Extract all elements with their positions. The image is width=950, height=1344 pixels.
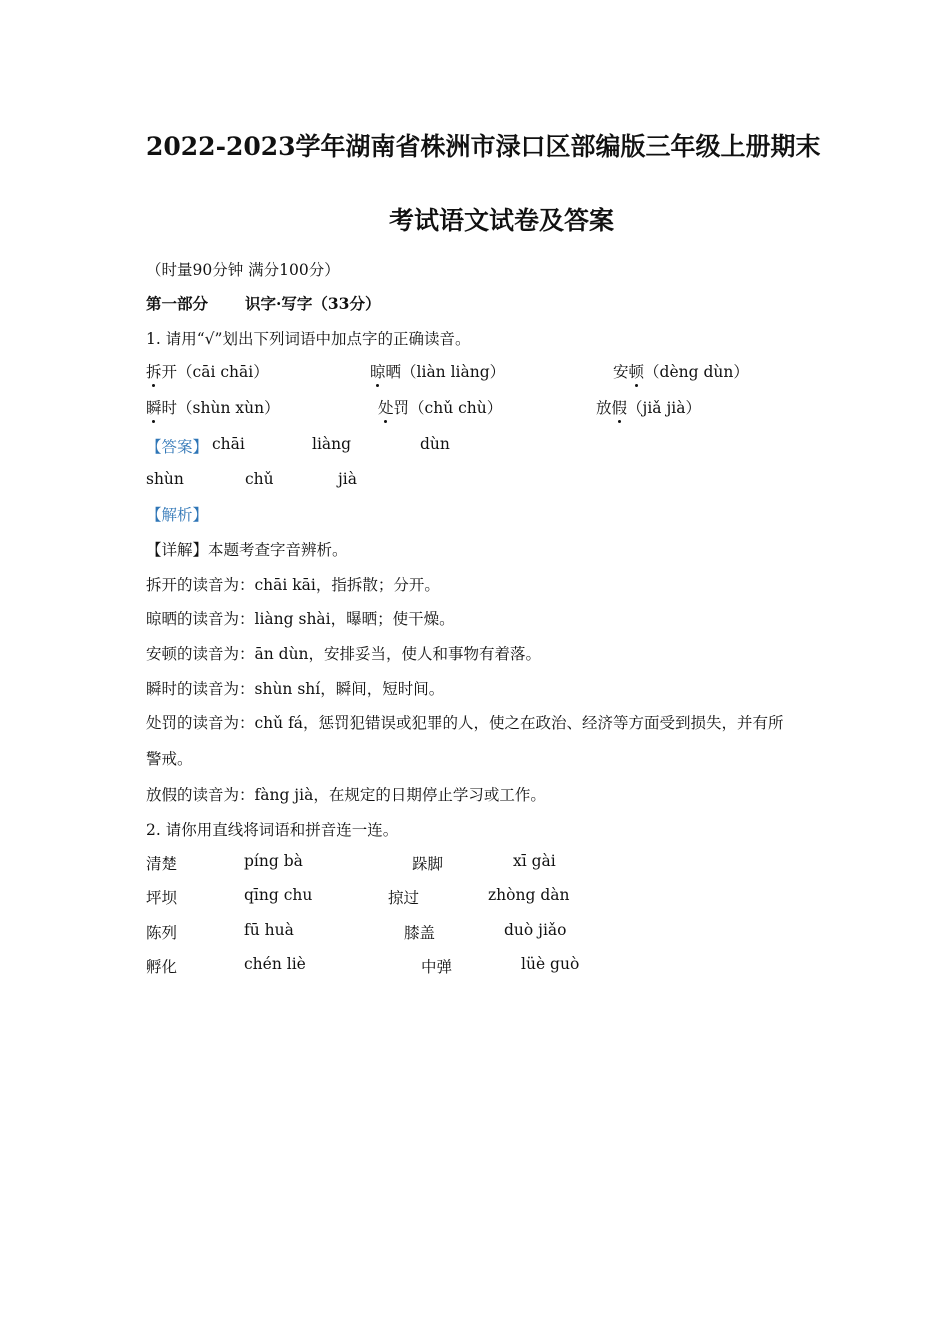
q1-prompt: 1. 请用“√”划出下列词语中加点字的正确读音。 <box>146 330 471 348</box>
q2-word: 跺脚 <box>412 855 444 873</box>
pinyin-options: （chǔ chù） <box>409 399 503 417</box>
dotted-char: 顿 <box>629 360 645 382</box>
q2-pinyin: zhòng dàn <box>488 886 570 904</box>
title-line-2: 考试语文试卷及答案 <box>389 206 615 235</box>
pinyin-options: （dèng dùn） <box>644 363 749 381</box>
pinyin-options: （liàn liàng） <box>401 363 506 381</box>
q2-word: 孵化 <box>146 958 178 976</box>
q2-word: 坪坝 <box>146 889 178 907</box>
q2-pinyin: qīng chu <box>244 886 313 904</box>
explanation-line: 拆开的读音为：chāi kāi，指拆散；分开。 <box>146 576 440 594</box>
q2-word: 清楚 <box>146 855 178 873</box>
q1-item <box>370 360 505 382</box>
section-part: 第一部分 <box>146 294 209 313</box>
q1-item <box>378 396 502 418</box>
answer-value: chāi <box>212 435 245 453</box>
exam-info: （时量90分钟 满分100分） <box>146 261 340 279</box>
q1-item <box>613 360 749 382</box>
q2-pinyin: fū huà <box>244 921 294 939</box>
pinyin-options: （cāi chāi） <box>177 363 269 381</box>
answer-value: jià <box>338 470 358 488</box>
explanation-line: 放假的读音为：fàng jià，在规定的日期停止学习或工作。 <box>146 786 546 804</box>
explanation-line: 处罚的读音为：chǔ fá，惩罚犯错误或犯罪的人，使之在政治、经济等方面受到损失，并有所 <box>146 714 784 732</box>
answer-label: 【答案】 <box>146 438 209 456</box>
analysis-label: 【解析】 <box>146 506 209 524</box>
section-name: 识字·写字（33分） <box>245 294 381 313</box>
dotted-char: 拆 <box>146 360 162 382</box>
word-rest: 罚 <box>393 399 410 417</box>
explanation-line: 晾晒的读音为：liàng shài，曝晒；使干燥。 <box>146 610 455 628</box>
dotted-char: 瞬 <box>146 396 162 418</box>
answer-value: chǔ <box>245 470 274 488</box>
word-rest: 晒 <box>385 363 402 381</box>
q2-pinyin: píng bà <box>244 852 303 870</box>
word-pre: 安 <box>613 363 629 381</box>
q2-word: 掠过 <box>388 889 420 907</box>
q2-pinyin: xī gài <box>513 852 556 870</box>
q2-word: 中弹 <box>421 958 453 976</box>
pinyin-options: （shùn xùn） <box>177 399 280 417</box>
title-line-1: 2022-2023学年湖南省株洲市渌口区部编版三年级上册期末 <box>146 132 821 161</box>
q2-word: 膝盖 <box>404 924 436 942</box>
q2-prompt: 2. 请你用直线将词语和拼音连一连。 <box>146 821 399 839</box>
q1-item <box>146 360 269 382</box>
explanation-line: 安顿的读音为：ān dùn，安排妥当，使人和事物有着落。 <box>146 645 542 663</box>
dotted-char: 假 <box>612 396 628 418</box>
pinyin-options: （jiǎ jià） <box>627 399 701 417</box>
dotted-char: 处 <box>378 396 394 418</box>
answer-value: liàng <box>312 435 352 453</box>
word-rest: 开 <box>161 363 178 381</box>
answer-value: shùn <box>146 470 184 488</box>
answer-value: dùn <box>420 435 450 453</box>
word-pre: 放 <box>596 399 612 417</box>
q2-pinyin: lüè guò <box>521 955 580 973</box>
explanation-line: 瞬时的读音为：shùn shí，瞬间，短时间。 <box>146 680 445 698</box>
word-rest: 时 <box>161 399 178 417</box>
detail-intro: 【详解】本题考查字音辨析。 <box>146 541 348 559</box>
dotted-char: 晾 <box>370 360 386 382</box>
q2-pinyin: chén liè <box>244 955 306 973</box>
q2-word: 陈列 <box>146 924 178 942</box>
q2-pinyin: duò jiǎo <box>504 921 567 939</box>
explanation-line: 警戒。 <box>146 750 193 768</box>
q1-item <box>146 396 280 418</box>
q1-item <box>596 396 701 418</box>
